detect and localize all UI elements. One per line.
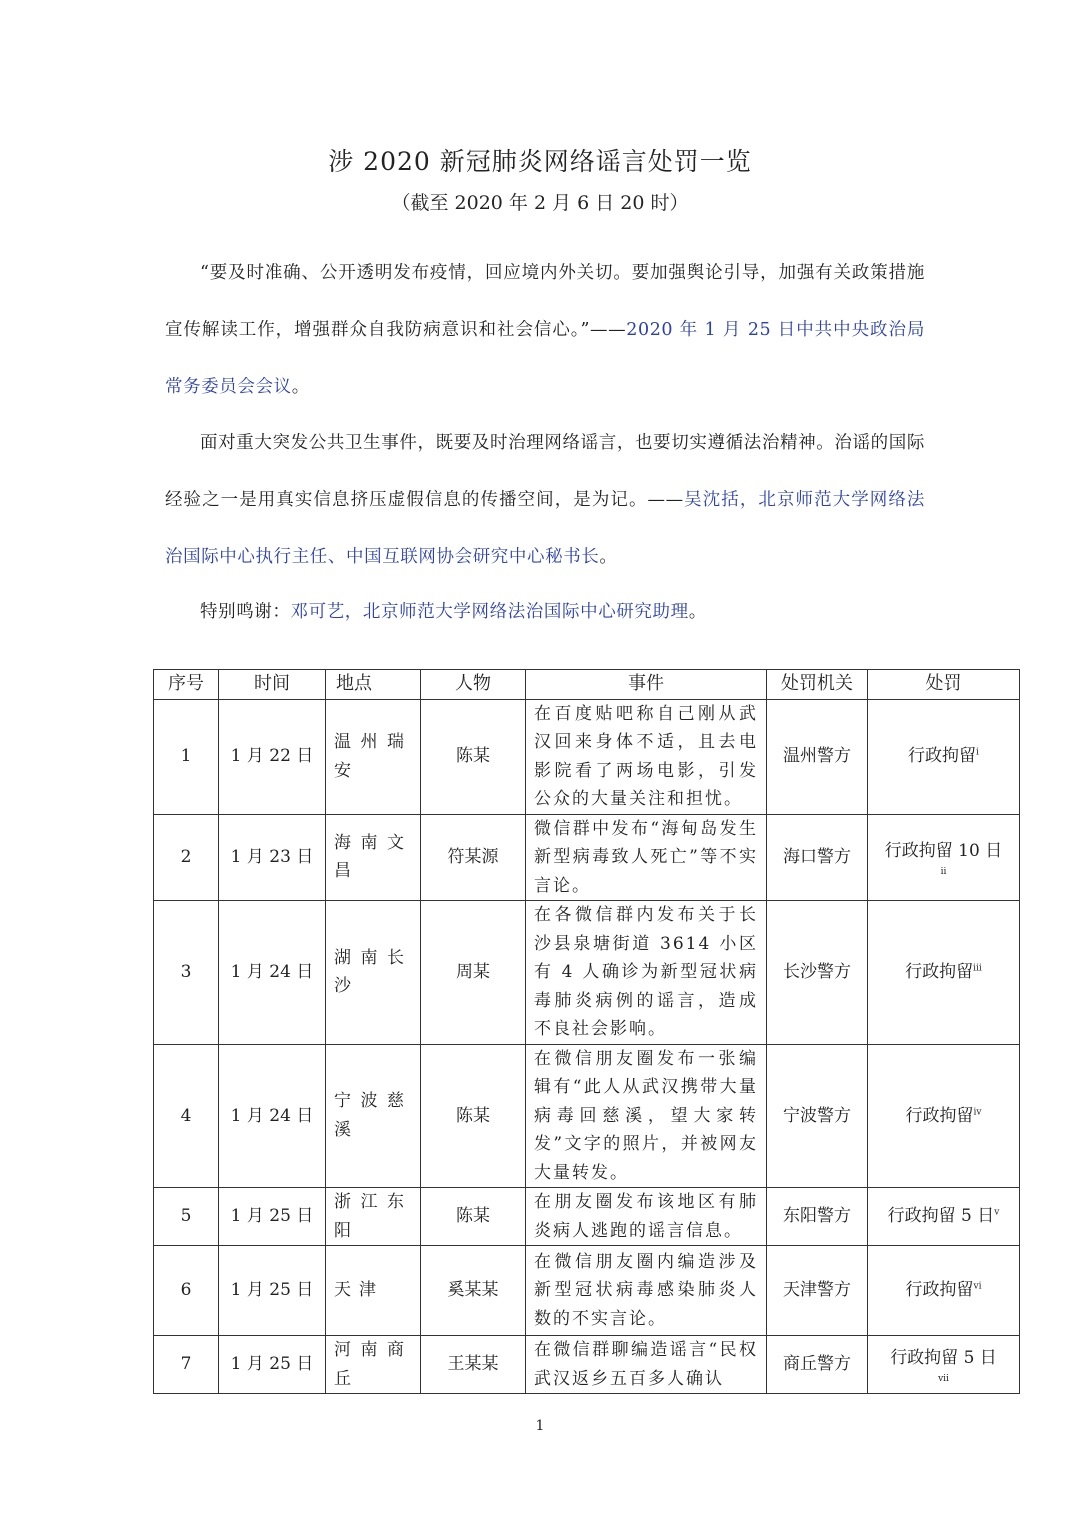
- cell-person: [421, 1246, 526, 1336]
- cell-authority: [767, 699, 868, 814]
- table-row: [154, 1188, 1020, 1246]
- cell-person: [421, 1044, 526, 1188]
- cell-authority: [767, 814, 868, 901]
- cell-authority-text: 东阳警方: [783, 1206, 851, 1227]
- cell-place: [326, 1044, 421, 1188]
- cell-penalty: [868, 1044, 1020, 1188]
- cell-authority-text: 海口警方: [783, 847, 851, 867]
- quote-2-text: 面对重大突发公共卫生事件，既要及时治理网络谣言，也要切实遵循法治精神。治谣的国际经验之一是用真实信息挤压虚假信息的传播空间，是为记。——: [165, 433, 925, 510]
- cell-date: [219, 1336, 326, 1394]
- intro-quote-1: [165, 245, 925, 416]
- footnote-marker[interactable]: vi: [973, 1281, 982, 1292]
- footnote-marker[interactable]: v: [994, 1207, 1000, 1218]
- cell-index-text: 2: [180, 847, 192, 867]
- cell-event-text: 在百度贴吧称自己刚从武汉回来身体不适，且去电影院看了两场电影，引发公众的大量关注和担忧。: [534, 703, 758, 809]
- table-row: [154, 699, 1020, 814]
- cell-person: [421, 814, 526, 901]
- cell-authority-text: 天津警方: [783, 1280, 851, 1301]
- cell-penalty-text: 行政拘留 5 日: [890, 1348, 997, 1369]
- cell-index-text: 7: [180, 1354, 192, 1375]
- quote-1-source: 2020 年 1 月 25 日中共中央政治局常务委员会会议: [165, 320, 926, 397]
- cell-person: [421, 699, 526, 814]
- cell-person-text: 陈某: [456, 1105, 490, 1126]
- cell-event-text: 在微信朋友圈内编造涉及新型冠状病毒感染肺炎人数的不实言论。: [534, 1251, 758, 1329]
- cell-place-text: 河南商丘: [334, 1340, 412, 1389]
- footnote-marker[interactable]: ii: [940, 866, 947, 877]
- cell-event-text: 在微信群聊编造谣言“民权武汉返乡五百多人确认: [534, 1340, 758, 1389]
- cell-penalty: [868, 814, 1020, 901]
- cell-date-text: 1 月 25 日: [230, 1206, 314, 1227]
- thanks-name: 邓可艺，北京师范大学网络法治国际中心研究助理: [290, 602, 689, 622]
- cell-event: [526, 901, 767, 1045]
- page-title: 涉 2020 新冠肺炎网络谣言处罚一览: [328, 147, 752, 176]
- table-row: [154, 1044, 1020, 1188]
- cell-index: [154, 1246, 219, 1336]
- cell-index-text: 5: [180, 1206, 192, 1227]
- cell-authority: [767, 1336, 868, 1394]
- cell-date: [219, 1246, 326, 1336]
- thanks-end: 。: [688, 602, 707, 622]
- cell-penalty-text: 行政拘留: [908, 746, 977, 767]
- cell-place: [326, 901, 421, 1045]
- cell-place-text: 海南文昌: [334, 832, 412, 882]
- cell-date: [219, 1044, 326, 1188]
- header-event: 事件: [526, 670, 767, 700]
- cell-index-text: 6: [180, 1280, 192, 1301]
- cell-place-text: 湖南长沙: [334, 947, 412, 997]
- cell-event: [526, 1336, 767, 1394]
- page-number: 1: [535, 1418, 545, 1434]
- footnote-marker[interactable]: i: [976, 747, 979, 758]
- cell-authority-text: 长沙警方: [783, 962, 851, 982]
- cell-date: [219, 901, 326, 1045]
- footnote-marker[interactable]: vii: [938, 1373, 949, 1384]
- cell-authority-text: 温州警方: [783, 746, 851, 767]
- cell-penalty: [868, 699, 1020, 814]
- cell-index-text: 4: [180, 1105, 192, 1126]
- cell-date: [219, 699, 326, 814]
- cell-event-text: 微信群中发布“海甸岛发生新型病毒致人死亡”等不实言论。: [534, 818, 758, 896]
- quote-1-text: “要及时准确、公开透明发布疫情，回应境内外关切。要加强舆论引导，加强有关政策措施宣传解读工作，增强群众自我防病意识和社会信心。”——: [165, 263, 925, 340]
- quote-2-end: 。: [599, 547, 618, 567]
- cell-penalty: [868, 1188, 1020, 1246]
- cell-penalty: [868, 901, 1020, 1045]
- cell-place-text: 宁波慈溪: [334, 1091, 412, 1140]
- cell-date-text: 1 月 25 日: [230, 1280, 314, 1301]
- header-time: 时间: [219, 670, 326, 700]
- cell-date-text: 1 月 22 日: [230, 746, 314, 767]
- cell-person-text: 奚某某: [447, 1280, 499, 1301]
- header-authority: 处罚机关: [767, 670, 868, 700]
- table-row: [154, 1336, 1020, 1394]
- cell-place-text: 温州瑞安: [334, 732, 412, 781]
- cell-date-text: 1 月 24 日: [230, 1105, 314, 1126]
- table-header-row: [154, 670, 1020, 700]
- cell-place-text: 天津: [334, 1280, 384, 1301]
- cell-date: [219, 1188, 326, 1246]
- penalty-table: [153, 669, 1020, 1394]
- cell-person: [421, 1188, 526, 1246]
- cell-event: [526, 1246, 767, 1336]
- cell-place: [326, 1188, 421, 1246]
- cell-person-text: 王某某: [447, 1354, 499, 1375]
- cell-place-text: 浙江东阳: [334, 1192, 412, 1241]
- cell-person: [421, 901, 526, 1045]
- cell-event: [526, 699, 767, 814]
- footnote-marker[interactable]: iii: [973, 963, 982, 974]
- quote-2-source: 吴沈括，北京师范大学网络法治国际中心执行主任、中国互联网协会研究中心秘书长: [165, 490, 925, 567]
- cell-index-text: 3: [180, 962, 192, 982]
- cell-penalty-text: 行政拘留: [905, 962, 974, 982]
- cell-index: [154, 1336, 219, 1394]
- cell-authority-text: 商丘警方: [783, 1354, 851, 1375]
- header-index: 序号: [154, 670, 219, 700]
- cell-penalty: [868, 1246, 1020, 1336]
- cell-date-text: 1 月 24 日: [230, 962, 314, 982]
- footnote-marker[interactable]: iv: [973, 1106, 982, 1117]
- cell-person-text: 陈某: [456, 1206, 490, 1227]
- cell-date: [219, 814, 326, 901]
- page-subtitle: （截至 2020 年 2 月 6 日 20 时）: [391, 192, 689, 214]
- cell-person-text: 符某源: [447, 847, 499, 867]
- table-body: [154, 699, 1020, 1394]
- cell-place: [326, 814, 421, 901]
- cell-penalty-text: 行政拘留 5 日: [887, 1206, 995, 1227]
- cell-index: [154, 699, 219, 814]
- header-penalty: 处罚: [868, 670, 1020, 700]
- cell-date-text: 1 月 25 日: [230, 1354, 314, 1375]
- cell-index: [154, 814, 219, 901]
- header-person: 人物: [421, 670, 526, 700]
- table-row: [154, 901, 1020, 1045]
- quote-1-end: 。: [291, 377, 310, 397]
- cell-penalty-text: 行政拘留: [905, 1105, 974, 1126]
- cell-authority: [767, 901, 868, 1045]
- cell-event: [526, 1188, 767, 1246]
- cell-event-text: 在各微信群内发布关于长沙县泉塘街道 3614 小区有 4 人确诊为新型冠状病毒肺炎病例的谣言，造成不良社会影响。: [534, 905, 758, 1039]
- cell-authority: [767, 1044, 868, 1188]
- cell-index: [154, 1188, 219, 1246]
- cell-authority: [767, 1246, 868, 1336]
- cell-authority-text: 宁波警方: [783, 1105, 851, 1126]
- cell-event-text: 在朋友圈发布该地区有肺炎病人逃跑的谣言信息。: [534, 1192, 758, 1241]
- cell-person-text: 周某: [456, 962, 490, 982]
- acknowledgement: [165, 584, 925, 641]
- table-row: [154, 814, 1020, 901]
- thanks-label: 特别鸣谢：: [200, 602, 291, 622]
- cell-place: [326, 1246, 421, 1336]
- cell-index: [154, 1044, 219, 1188]
- cell-authority: [767, 1188, 868, 1246]
- cell-event: [526, 1044, 767, 1188]
- cell-place: [326, 699, 421, 814]
- table-row: [154, 1246, 1020, 1336]
- cell-penalty: [868, 1336, 1020, 1394]
- cell-event: [526, 814, 767, 901]
- cell-place: [326, 1336, 421, 1394]
- cell-penalty-text: 行政拘留 10 日: [884, 841, 1003, 861]
- cell-date-text: 1 月 23 日: [230, 847, 314, 867]
- intro-quote-2: [165, 415, 925, 586]
- cell-index-text: 1: [180, 746, 192, 767]
- cell-person-text: 陈某: [456, 746, 490, 767]
- cell-event-text: 在微信朋友圈发布一张编辑有“此人从武汉携带大量病毒回慈溪，望大家转发”文字的照片，并被网友大量转发。: [534, 1048, 758, 1183]
- header-place: 地点: [326, 670, 421, 700]
- cell-person: [421, 1336, 526, 1394]
- cell-index: [154, 901, 219, 1045]
- cell-penalty-text: 行政拘留: [905, 1280, 974, 1301]
